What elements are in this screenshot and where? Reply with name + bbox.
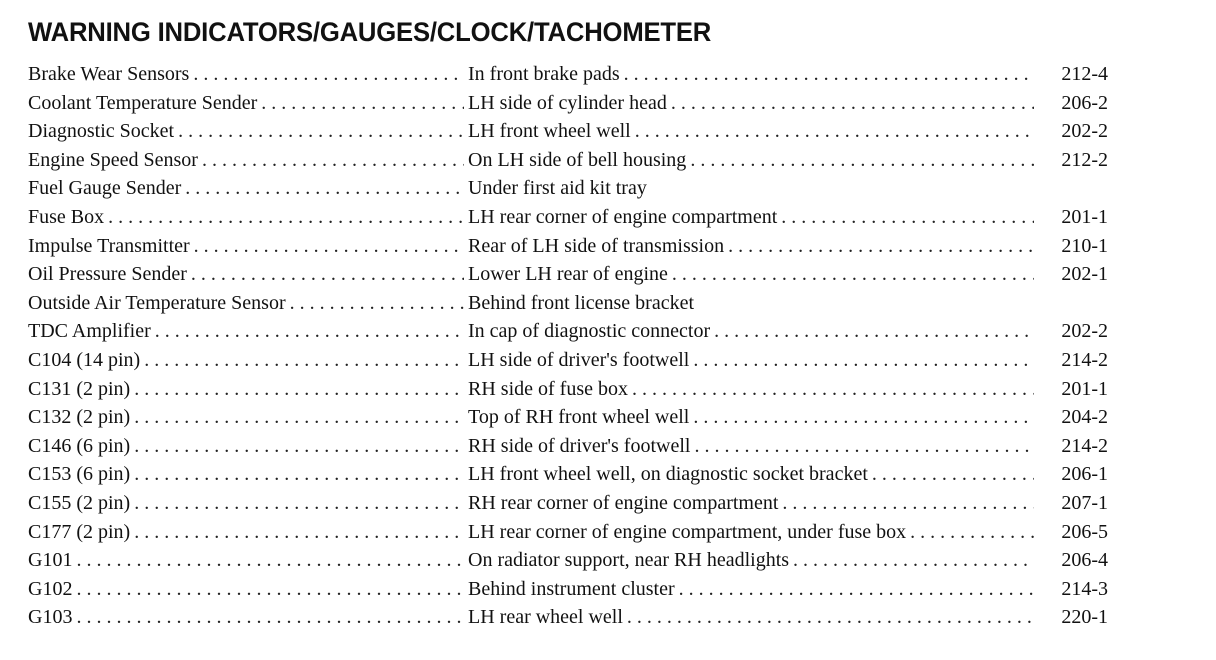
- dot-leader: [672, 260, 1034, 289]
- table-body: [28, 60, 1118, 632]
- location-cell: [468, 203, 1038, 232]
- component-cell: [28, 460, 468, 489]
- location-text: In front brake pads: [468, 63, 620, 85]
- dot-leader: [178, 117, 464, 146]
- page-ref: 214-3: [1061, 577, 1108, 600]
- location-cell: [468, 60, 1038, 89]
- page-ref: 210-1: [1061, 234, 1108, 257]
- dot-leader: [872, 460, 1034, 489]
- component-cell: [28, 575, 468, 604]
- location-text: LH side of driver's footwell: [468, 348, 690, 371]
- component-cell: [28, 260, 468, 289]
- location-text: Under first aid kit tray: [468, 177, 647, 200]
- table-row: [28, 232, 1118, 261]
- dot-leader: [134, 432, 464, 461]
- dot-leader: [202, 146, 464, 175]
- location-text: RH rear corner of engine compartment: [468, 491, 779, 514]
- component-name: Oil Pressure Sender: [28, 263, 187, 286]
- dot-leader: [714, 317, 1034, 346]
- table-row: [28, 317, 1118, 346]
- dot-leader: [671, 89, 1034, 118]
- location-text: RH side of driver's footwell: [468, 434, 691, 457]
- page-ref: 206-5: [1061, 520, 1108, 543]
- component-cell: [28, 375, 468, 404]
- dot-leader: [191, 260, 464, 289]
- location-text: Lower LH rear of engine: [468, 263, 668, 286]
- location-cell: [468, 146, 1038, 175]
- location-cell: [468, 460, 1038, 489]
- component-cell: [28, 346, 468, 375]
- component-cell: [28, 117, 468, 146]
- page-ref: 204-2: [1061, 406, 1108, 429]
- page-ref: 214-2: [1061, 348, 1108, 371]
- location-text: LH front wheel well: [468, 120, 631, 143]
- table-row: [28, 575, 1118, 604]
- component-cell: [28, 403, 468, 432]
- location-text: RH side of fuse box: [468, 377, 628, 400]
- component-cell: [28, 317, 468, 346]
- dot-leader: [144, 346, 464, 375]
- component-name: C146 (6 pin): [28, 434, 131, 457]
- component-cell: [28, 432, 468, 461]
- component-name: C155 (2 pin): [28, 491, 131, 514]
- component-name: Fuel Gauge Sender: [28, 177, 182, 200]
- dot-leader: [782, 489, 1034, 518]
- dot-leader: [632, 375, 1034, 404]
- dot-leader: [690, 146, 1034, 175]
- table-row: [28, 346, 1118, 375]
- table-row: [28, 203, 1118, 232]
- location-cell: [468, 317, 1038, 346]
- location-text: Behind instrument cluster: [468, 577, 675, 600]
- table-row: [28, 403, 1118, 432]
- page-ref: 220-1: [1061, 606, 1108, 629]
- dot-leader: [290, 289, 464, 318]
- dot-leader: [193, 60, 464, 89]
- table-row: [28, 60, 1118, 89]
- location-cell: [468, 403, 1038, 432]
- component-cell: [28, 518, 468, 547]
- page-ref: 207-1: [1061, 491, 1108, 514]
- dot-leader: [693, 403, 1034, 432]
- dot-leader: [155, 317, 464, 346]
- location-cell: [468, 346, 1038, 375]
- dot-leader: [134, 518, 464, 547]
- dot-leader: [679, 575, 1034, 604]
- component-cell: [28, 174, 468, 203]
- dot-leader: [134, 460, 464, 489]
- page-ref: 212-4: [1061, 63, 1108, 85]
- dot-leader: [728, 232, 1034, 261]
- dot-leader: [793, 546, 1034, 575]
- component-name: C131 (2 pin): [28, 377, 131, 400]
- page-ref: 201-1: [1061, 205, 1108, 228]
- location-text: On LH side of bell housing: [468, 148, 687, 171]
- dot-leader: [781, 203, 1034, 232]
- table-row: [28, 289, 1118, 318]
- component-name: G101: [28, 549, 73, 572]
- location-text: Behind front license bracket: [468, 291, 695, 314]
- location-cell: [468, 489, 1038, 518]
- location-text: LH rear wheel well: [468, 606, 623, 629]
- component-name: G102: [28, 577, 73, 600]
- page-ref: 206-4: [1061, 549, 1108, 572]
- component-name: C104 (14 pin): [28, 348, 141, 371]
- table-row: [28, 146, 1118, 175]
- dot-leader: [635, 117, 1034, 146]
- location-cell: [468, 546, 1038, 575]
- location-cell: [468, 260, 1038, 289]
- component-cell: [28, 146, 468, 175]
- component-cell: [28, 546, 468, 575]
- location-cell: [468, 603, 1038, 632]
- location-cell: [468, 375, 1038, 404]
- component-cell: [28, 232, 468, 261]
- page-ref: 206-1: [1061, 463, 1108, 486]
- location-text: In cap of diagnostic connector: [468, 320, 711, 343]
- component-cell: [28, 603, 468, 632]
- location-text: LH side of cylinder head: [468, 91, 667, 114]
- location-cell: [468, 232, 1038, 261]
- location-text: LH rear corner of engine compartment: [468, 205, 778, 228]
- component-name: Fuse Box: [28, 205, 105, 228]
- table-row: [28, 174, 1118, 203]
- table-row: [28, 518, 1118, 547]
- component-cell: [28, 60, 468, 89]
- dot-leader: [76, 603, 464, 632]
- location-cell: [468, 575, 1038, 604]
- component-name: Outside Air Temperature Sensor: [28, 291, 286, 314]
- dot-leader: [76, 546, 464, 575]
- component-name: G103: [28, 606, 73, 629]
- component-cell: [28, 89, 468, 118]
- location-cell: [468, 117, 1038, 146]
- dot-leader: [624, 60, 1034, 89]
- component-name: C177 (2 pin): [28, 520, 131, 543]
- dot-leader: [134, 489, 464, 518]
- location-text: LH rear corner of engine compartment, under fuse box: [468, 520, 907, 543]
- table-row: [28, 460, 1118, 489]
- dot-leader: [694, 432, 1034, 461]
- dot-leader: [185, 174, 464, 203]
- component-name: Engine Speed Sensor: [28, 148, 198, 171]
- table-row: [28, 375, 1118, 404]
- dot-leader: [134, 403, 464, 432]
- page-ref: 214-2: [1061, 434, 1108, 457]
- component-name: Diagnostic Socket: [28, 120, 175, 143]
- component-name: C153 (6 pin): [28, 463, 131, 486]
- table-row: [28, 432, 1118, 461]
- page-ref: 212-2: [1061, 148, 1108, 171]
- page-ref: 202-1: [1061, 263, 1108, 286]
- location-cell: [468, 174, 1038, 203]
- component-name: Coolant Temperature Sender: [28, 91, 258, 114]
- table-row: [28, 260, 1118, 289]
- dot-leader: [627, 603, 1034, 632]
- component-name: C132 (2 pin): [28, 406, 131, 429]
- location-text: LH front wheel well, on diagnostic socket bracket: [468, 463, 868, 486]
- location-cell: [468, 432, 1038, 461]
- location-text: On radiator support, near RH headlights: [468, 549, 790, 572]
- component-cell: [28, 289, 468, 318]
- section-heading: WARNING INDICATORS/GAUGES/CLOCK/TACHOMETER: [28, 17, 712, 47]
- page-ref: 201-1: [1061, 377, 1108, 400]
- table-row: [28, 603, 1118, 632]
- page-ref: 202-2: [1061, 120, 1108, 143]
- dot-leader: [910, 518, 1034, 547]
- component-cell: [28, 203, 468, 232]
- table-row: [28, 117, 1118, 146]
- dot-leader: [693, 346, 1034, 375]
- location-cell: [468, 289, 1038, 318]
- page-ref: 202-2: [1061, 320, 1108, 343]
- location-text: Rear of LH side of transmission: [468, 234, 725, 257]
- component-cell: [28, 489, 468, 518]
- dot-leader: [108, 203, 464, 232]
- table-row: [28, 489, 1118, 518]
- location-cell: [468, 89, 1038, 118]
- component-name: Brake Wear Sensors: [28, 63, 190, 85]
- dot-leader: [194, 232, 464, 261]
- dot-leader: [76, 575, 464, 604]
- component-location-table: [28, 14, 1118, 632]
- dot-leader: [261, 89, 464, 118]
- dot-leader: [134, 375, 464, 404]
- component-name: TDC Amplifier: [28, 320, 151, 343]
- page-ref: 206-2: [1061, 91, 1108, 114]
- location-cell: [468, 518, 1038, 547]
- table-row: [28, 546, 1118, 575]
- location-text: Top of RH front wheel well: [468, 406, 690, 429]
- component-name: Impulse Transmitter: [28, 234, 190, 257]
- table-row: [28, 89, 1118, 118]
